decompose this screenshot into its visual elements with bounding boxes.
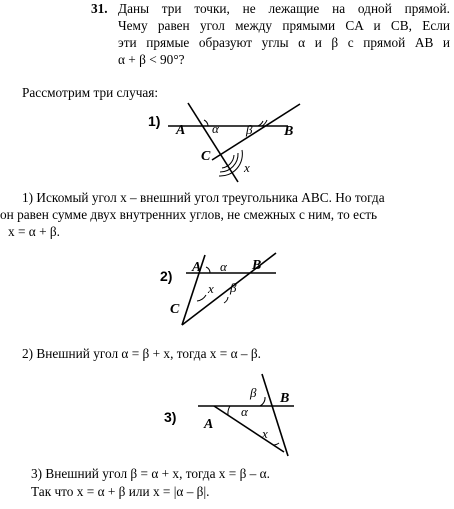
- label-beta: β: [246, 122, 253, 137]
- problem-number: 31.: [91, 1, 108, 16]
- label-A: A: [192, 260, 202, 275]
- label-alpha: α: [220, 259, 227, 274]
- case-1-text-1: 1) Искомый угол x – внешний угол треугольника ABC. Но тогда: [22, 190, 385, 205]
- conclusion-text: Так что x = α + β или x = |α – β|.: [31, 484, 210, 499]
- label-beta: β: [250, 385, 257, 400]
- label-alpha: α: [212, 121, 219, 136]
- case-2-number: 2): [160, 268, 173, 284]
- label-x: x: [244, 160, 250, 175]
- label-C: C: [201, 149, 211, 164]
- case-3-number: 3): [164, 409, 177, 425]
- label-A: A: [204, 417, 214, 432]
- label-B: B: [284, 124, 294, 139]
- problem-line-3: эти прямые образуют углы α и β с прямой AB и: [118, 35, 450, 50]
- label-x: x: [262, 426, 268, 441]
- figure-case-1: [140, 100, 320, 186]
- intro-text: Рассмотрим три случая:: [22, 85, 159, 100]
- problem-line-2: Чему равен угол между прямыми CA и CB, Если: [118, 18, 450, 33]
- figure-case-3: [158, 370, 308, 460]
- label-x: x: [208, 281, 214, 296]
- case-1-text-3: x = α + β.: [8, 224, 60, 239]
- label-beta: β: [230, 280, 237, 295]
- label-B: B: [280, 391, 290, 406]
- case-1-number: 1): [148, 113, 161, 129]
- label-B: B: [252, 258, 262, 273]
- case-3-text: 3) Внешний угол β = α + x, тогда x = β – α.: [31, 466, 270, 481]
- figure-case-2: [150, 243, 290, 333]
- label-alpha: α: [241, 404, 248, 419]
- case-2-text: 2) Внешний угол α = β + x, тогда x = α – β.: [22, 346, 261, 361]
- problem-line-4: α + β < 90°?: [118, 52, 185, 67]
- label-A: A: [176, 123, 186, 138]
- case-1-text-2: он равен сумме двух внутренних углов, не смежных с ним, то есть: [0, 207, 378, 222]
- label-C: C: [170, 302, 180, 317]
- problem-line-1: Даны три точки, не лежащие на одной прямой.: [118, 1, 450, 16]
